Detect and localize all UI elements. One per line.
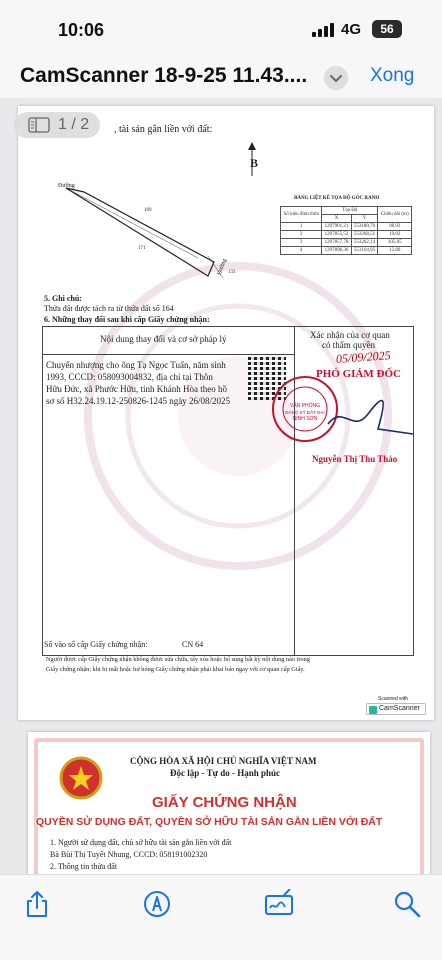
table-cell: 19.02	[378, 231, 412, 239]
table-cell: 1297896,36	[322, 247, 351, 255]
handwritten-signature	[318, 384, 418, 444]
owner-name: Bà Bùi Thị Tuyết Nhung, CCCD: 058191002320	[50, 850, 208, 859]
stamp-role: PHÓ GIÁM ĐỐC	[316, 368, 401, 380]
content-line: sơ số H32.24.19.12-250826-1245 ngày 26/08/2025	[46, 396, 231, 406]
svg-text:NINH SƠN: NINH SƠN	[292, 416, 318, 422]
table-cell: 2	[281, 231, 322, 239]
title-menu-button[interactable]	[324, 66, 348, 90]
note-text: Thửa đất được tách ra từ thửa đất số 164	[44, 304, 174, 313]
footer-line: Giấy chứng nhận; khi bị mất hoặc hư hỏng Giấy chứng nhận phải khai báo ngay với cơ quan cấp Giấy.	[46, 666, 305, 673]
table-cell: 12.80	[378, 247, 412, 255]
table-cell: 553164,95	[351, 247, 378, 255]
table-cell: 553180,76	[351, 223, 378, 231]
republic-heading: CỘNG HÒA XÃ HỘI CHỦ NGHĨA VIỆT NAM	[130, 756, 317, 766]
chevron-down-icon	[324, 66, 348, 90]
cert-no-label: Số vào sổ cấp Giấy chứng nhận:	[44, 640, 148, 649]
table-row	[281, 247, 412, 255]
network-type: 4G	[341, 21, 362, 38]
coord-table	[280, 206, 412, 255]
camscanner-label: CamScanner	[379, 705, 420, 712]
content-line: 1993, CCCD: 058093004832, địa chỉ tại Thôn	[46, 372, 213, 382]
svg-text:ĐĂNG KÝ ĐẤT ĐAI: ĐĂNG KÝ ĐẤT ĐAI	[285, 410, 325, 415]
col2-header-line2: có thẩm quyền	[322, 340, 375, 350]
table-cell: 553262,14	[351, 239, 378, 247]
coord-table-title: BẢNG LIỆT KÊ TỌA ĐỘ GÓC RANH	[294, 196, 380, 201]
table-cell: 98.93	[378, 223, 412, 231]
table-cell: 1297857,78	[322, 239, 351, 247]
motto: Độc lập - Tự do - Hạnh phúc	[170, 768, 281, 778]
changes-heading: 6. Những thay đổi sau khi cấp Giấy chứng nhận:	[44, 315, 210, 324]
table-cell: 4	[281, 247, 322, 255]
col1-header: Nội dung thay đổi và cơ sở pháp lý	[100, 334, 227, 344]
top-text: , tài sản gắn liền với đất:	[114, 124, 213, 135]
table-cell: 3	[281, 239, 322, 247]
share-icon[interactable]	[22, 889, 52, 919]
battery-icon: 56	[372, 20, 402, 38]
table-cell: 1297855,52	[322, 231, 351, 239]
done-button[interactable]: Xong	[370, 65, 415, 86]
table-cell: 553268,51	[351, 231, 378, 239]
map-label-171: 171	[138, 246, 146, 251]
parcel-heading: 2. Thông tin thửa đất	[50, 862, 118, 871]
scanned-with-label: Scanned with	[378, 696, 409, 702]
signer-name: Nguyễn Thị Thu Thảo	[312, 454, 398, 464]
status-time: 10:06	[58, 20, 105, 40]
status-bar	[0, 0, 442, 58]
table-subheader: Y	[351, 215, 378, 223]
svg-text:VĂN PHÒNG: VĂN PHÒNG	[289, 403, 321, 409]
table-header: Chiều dài (m)	[378, 207, 412, 223]
markup-icon[interactable]	[142, 889, 172, 919]
table-cell: 105.05	[378, 239, 412, 247]
changes-table-header-line	[42, 354, 294, 355]
table-cell: 1	[281, 223, 322, 231]
table-subheader: X	[322, 215, 351, 223]
table-header: Tọa Độ	[322, 207, 378, 215]
table-row	[281, 231, 412, 239]
page-indicator-label: 1 / 2	[58, 116, 90, 133]
content-line: Hữu Đức, xã Phước Hữu, tỉnh Khánh Hòa theo hồ	[46, 384, 227, 394]
map-label-road-side: Đường	[216, 258, 229, 276]
cellular-signal-icon	[312, 23, 336, 37]
thumbnails-icon	[28, 117, 50, 133]
search-icon[interactable]	[392, 889, 422, 919]
page-indicator	[14, 112, 100, 138]
north-label: B	[250, 156, 259, 170]
bottom-toolbar	[0, 874, 442, 960]
owner-heading: 1. Người sử dụng đất, chủ sở hữu tài sản gắn liền với đất	[50, 838, 232, 847]
camscanner-logo-icon	[369, 706, 377, 714]
map-label-133: 133	[228, 270, 236, 275]
camscanner-badge	[366, 703, 426, 715]
document-viewer[interactable]	[0, 98, 442, 874]
map-label-road-top: Đường	[58, 183, 75, 189]
footer-line: Người được cấp Giấy chứng nhận không được sửa chữa, tẩy xóa hoặc bổ sung bất kỳ nội dung nào trong	[46, 656, 310, 663]
content-line: Chuyển nhượng cho ông Tạ Ngọc Tuấn, năm sinh	[46, 360, 226, 370]
table-cell: 1297901,21	[322, 223, 351, 231]
document-header	[0, 58, 442, 98]
document-page-1	[18, 106, 434, 720]
col2-header-line1: Xác nhận của cơ quan	[310, 330, 390, 340]
national-emblem-icon	[58, 754, 104, 804]
cert-subtitle: QUYỀN SỬ DỤNG ĐẤT, QUYỀN SỞ HỮU TÀI SẢN GẮN LIỀN VỚI ĐẤT	[36, 816, 383, 828]
table-header: Số hiệu đỉnh thửa	[281, 207, 322, 223]
note-heading: 5. Ghi chú:	[44, 294, 83, 303]
table-row	[281, 239, 412, 247]
signature-icon[interactable]	[264, 889, 294, 919]
stamp-date: 05/09/2025	[335, 348, 392, 366]
cert-title: GIẤY CHỨNG NHẬN	[152, 794, 297, 811]
document-title[interactable]: CamScanner 18-9-25 11.43....	[20, 64, 308, 87]
document-page-2	[28, 732, 430, 874]
cert-no-value: CN 64	[182, 640, 204, 649]
table-row	[281, 223, 412, 231]
map-label-169: 169	[144, 208, 152, 213]
